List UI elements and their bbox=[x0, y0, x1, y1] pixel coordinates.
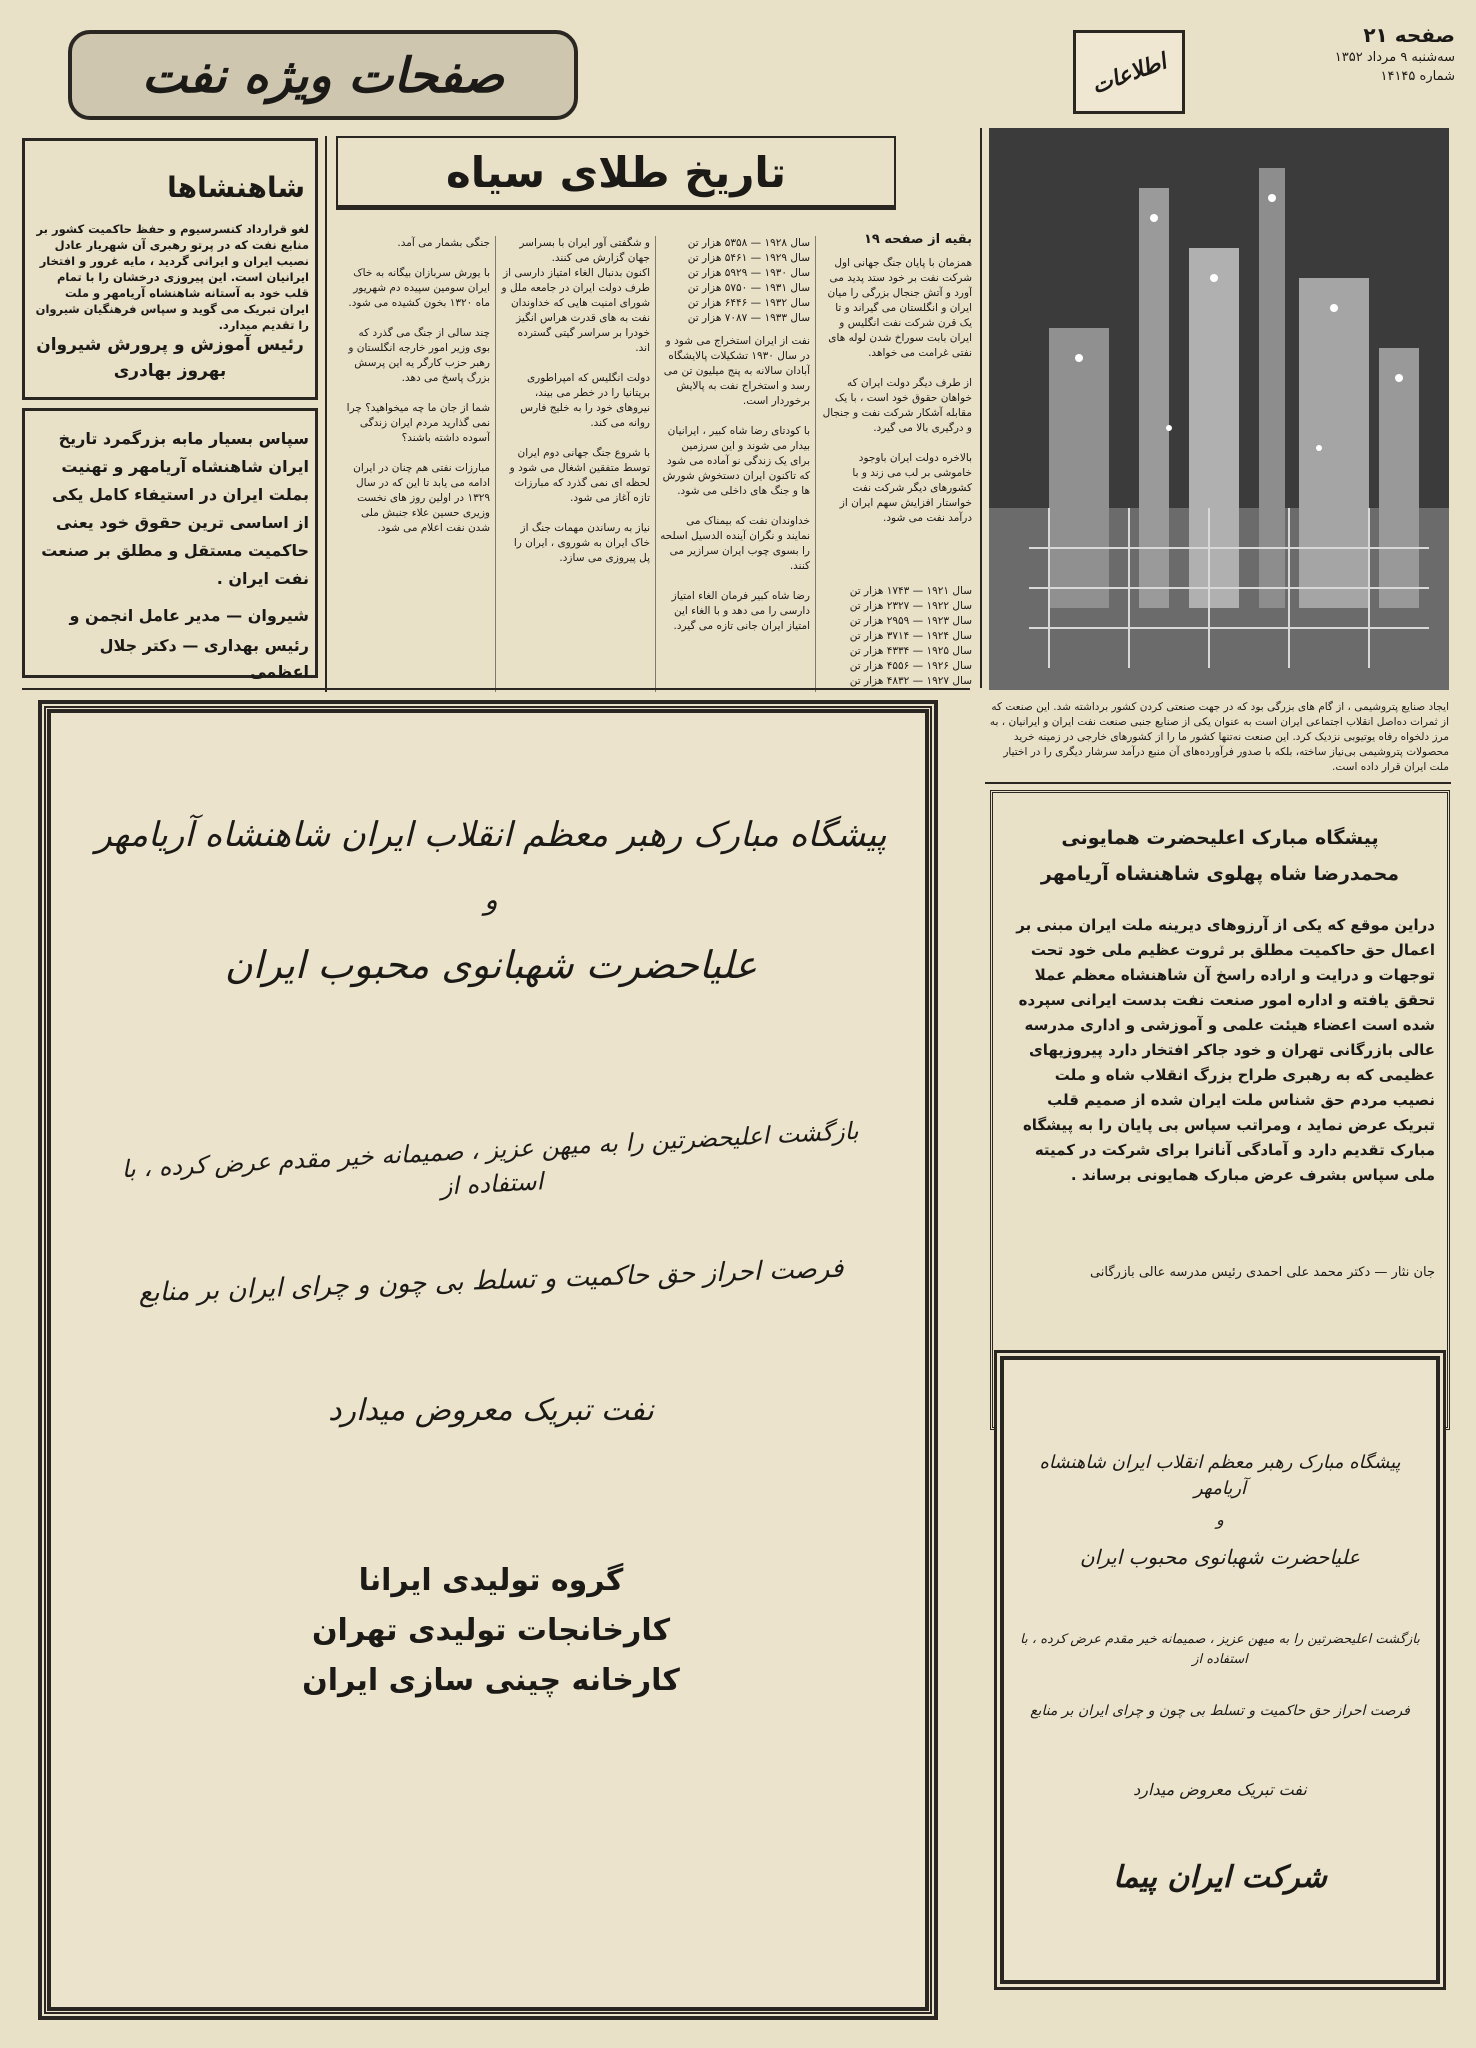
refinery-illustration bbox=[989, 128, 1449, 690]
big-ad-line-1: پیشگاه مبارک رهبر معظم انقلاب ایران شاهنشاه آریامهر bbox=[95, 815, 887, 855]
big-ad-line-2: علیاحضرت شهبانوی محبوب ایران bbox=[224, 943, 758, 987]
big-ad-company-1: گروه تولیدی ایرانا bbox=[358, 1563, 624, 1598]
small-ad-and: و bbox=[1216, 1510, 1224, 1529]
iran-peyma-ad bbox=[994, 1350, 1446, 1990]
page-number: صفحه ۲۱ bbox=[1363, 23, 1455, 47]
shahanshah-signer-name: بهروز بهادری bbox=[113, 361, 227, 381]
divider bbox=[495, 236, 496, 692]
article-column-2: نفت از ایران استخراج می شود و در سال ۱۹۳۰ تشکیلات پالایشگاه آبادان سالانه به پنج میلیون تن می رسد و استخراج نفت به پالایش برخوردار است. با کودتای رضا شاه کبیر ، ایرانیان بیدار می شوند و این سرزمین برای یک زندگی نو آماده می شود که تاکنون ایران دستخوش شورش ها و جنگ های داخلی می شود. خداوندان نفت که بیمناک می نمایند و نگران آینده الدسیل اسلحه را بسوی چوب ایران سرازیر می کنند. رضا شاه کبیر فرمان الغاء امتیاز دارسی را می دهد و با الغاء این امتیاز ایران جانی تازه می گیرد. bbox=[660, 335, 810, 632]
newspaper-logo bbox=[1073, 30, 1185, 114]
article-column-4: جنگی بشمار می آمد. با یورش سربازان بیگانه به خاک ایران سومین سپیده دم شهریور ماه ۱۳۲۰ بخون کشیده می شود. چند سالی از جنگ می گذرد که بوی وزیر امور خارجه انگلستان و رهبر حزب کارگر یه این پرسش بزرگ پاسخ می دهد. شما از جان ما چه میخواهید؟ چرا نمی گذارید مردم ایران زندگی آسوده داشته باشند؟ مبارزات نفتی هم چنان در ایران ادامه می یابد تا این که در سال ۱۳۲۹ در اولین روز های نخست وزیری حسین علاء جنبش ملی شدن نفت اعلام می شود. bbox=[346, 237, 490, 534]
logo-text: اطلاعات bbox=[1088, 48, 1170, 100]
thanks-box bbox=[22, 408, 318, 681]
article-column-1: همزمان با پایان جنگ جهانی اول شرکت نفت بر خود ستد پدید می آورد و آتش جنجال بزرگی را میان ایران و انگلستان می گیراند و تا یک قرن شرکت نفت انگلیس و ایران بابت سوراخ شدن لوله های نفتی غرامت می خواهد. از طرف دیگر دولت ایران که خواهان حقوق خود است ، با یک مقابله آشکار شرکت نفت و جنجال و درگیری بالا می گیرد. بالاخره دولت ایران باوجود خاموشی بر لب می زند و با کشورهای دیگر شرکت نفت خواستار افزایش سهم ایران از درآمد نفت می شود. bbox=[822, 257, 972, 524]
page-info bbox=[1195, 22, 1455, 86]
divider bbox=[325, 136, 327, 692]
divider bbox=[815, 236, 816, 692]
divider bbox=[655, 236, 656, 692]
article-column-1-years: سال ۱۹۲۱ — ۱۷۴۳ هزار تن سال ۱۹۲۲ — ۲۳۲۷ هزار تن سال ۱۹۲۳ — ۲۹۵۹ هزار تن سال ۱۹۲۴ — ۳۷۱۴ هزار تن سال ۱۹۲۵ — ۴۳۳۴ هزار تن سال ۱۹۲۶ — ۴۵۵۶ هزار تن سال ۱۹۲۷ — ۴۸۳۲ هزار تن bbox=[849, 585, 972, 687]
big-ad-and: و bbox=[484, 883, 498, 916]
shahanshah-box bbox=[22, 138, 318, 400]
small-ad-line-5: نفت تبریک معروض میدارد bbox=[1133, 1780, 1307, 1799]
shahanshah-body: لغو قرارداد کنسرسیوم و حفظ حاکمیت کشور بر منابع نفت که در پرتو رهبری آن شهریار عادل نصیب ایران و ایرانی گردید ، مایه غرور و افتخار ایرانیان است. این پیروزی درخشان را با تمام قلب خود به آستانه شاهنشاه آریامهر و ملت ایران تبریک می گوید و سپاس فرهنگیان شیروان را تقدیم میدارد. bbox=[35, 222, 309, 332]
shahanshah-title: شاهنشاها bbox=[167, 171, 305, 204]
thanks-signer-1: شیروان — مدیر عامل انجمن و bbox=[69, 606, 309, 625]
divider bbox=[980, 128, 982, 688]
royal-signature: جان نثار — دکتر محمد علی احمدی رئیس مدرسه عالی بازرگانی bbox=[1089, 1265, 1435, 1280]
big-ad-line-4: فرصت احراز حق حاکمیت و تسلط بی چون و چرای ایران بر منابع bbox=[138, 1253, 844, 1309]
big-ad-company-3: کارخانه چینی سازی ایران bbox=[302, 1663, 680, 1698]
big-ad-line-3: بازگشت اعلیحضرتین را به میهن عزیز ، صمیمانه خیر مقدم عرض کرده ، با استفاده از bbox=[120, 1116, 860, 1201]
issue-number: شماره ۱۴۱۴۵ bbox=[1380, 69, 1455, 84]
royal-body: دراین موقع که یکی از آرزوهای دیرینه ملت ایران مبنی بر اعمال حق حاکمیت مطلق بر ثروت عظیم ملی خود تحت توجهات و درایت و اراده راسخ آن شاهنشاه معظم عملا تحقق یافته و اداره امور صنعت نفت بدست ایرانی سپرده شده است اعضاء هیئت علمی و آموزشی و اداری مدرسه عالی بازرگانی تهران و خود جاکر افتخار دارد پیروزیهای عظیمی که به رهبری طراح بزرگ انقلاب شاه و ملت نصیب مردم حق شناس ملت ایران شده از صمیم قلب تبریک عرض نماید ، ومراتب سپاس بی پایان را به پیشگاه مبارک تقدیم دارد و آمادگی آنانرا برای شرکت در کمیته ملی سپاس بشرف عرض مبارک همایونی برساند . bbox=[1016, 916, 1435, 1184]
big-ad-line-5: نفت تبریک معروض میدارد bbox=[328, 1393, 654, 1428]
section-title-banner bbox=[68, 30, 578, 120]
royal-congratulation-box bbox=[990, 790, 1450, 1430]
article-headline: تاریخ طلای سیاه bbox=[446, 148, 786, 197]
big-ad-company-2: کارخانجات تولیدی تهران bbox=[311, 1613, 671, 1648]
photo-caption: ایجاد صنایع پتروشیمی ، از گام های بزرگی بود که در جهت صنعتی کردن کشور برداشته شد. این صنعت که از ثمرات ده‌اصل انقلاب اجتماعی ایران است به عنوان یکی از صنایع جنبی صنعت نفت ایران و ایرانیان ، به مرز دلخواه رفاه یوتیوبی نزدیک کرد. این صنعت نه‌تنها کشور ما را از کشورهای خارجی در زمینه خرید محصولات پتروشیمی بی‌نیاز ساخته، بلکه با صدور فرآورده‌های آن منبع درآمد سرشار دیگری را در اختیار ملت ایران قرار داده است. bbox=[989, 701, 1449, 773]
issue-date: سه‌شنبه ۹ مرداد ۱۳۵۲ bbox=[1334, 50, 1455, 65]
thanks-body: سپاس بسیار مابه بزرگمرد تاریخ ایران شاهنشاه آریامهر و تهنیت بملت ایران در استیفاء کامل یکی از اساسی ترین حقوق خود یعنی حاکمیت مستقل و مطلق بر صنعت نفت ایران . bbox=[41, 429, 309, 588]
small-ad-company: شرکت ایران پیما bbox=[1113, 1860, 1327, 1895]
small-ad-line-1: پیشگاه مبارک رهبر معظم انقلاب ایران شاهنشاه آریامهر bbox=[1039, 1452, 1401, 1499]
royal-title-1: پیشگاه مبارک اعلیحضرت همایونی bbox=[1061, 827, 1379, 849]
divider bbox=[22, 688, 970, 690]
small-ad-line-2: علیاحضرت شهبانوی محبوب ایران bbox=[1079, 1545, 1361, 1569]
shahanshah-signer-title: رئیس آموزش و پرورش شیروان bbox=[36, 335, 304, 355]
article-column-2-years: سال ۱۹۲۸ — ۵۳۵۸ هزار تن سال ۱۹۲۹ — ۵۴۶۱ هزار تن سال ۱۹۳۰ — ۵۹۲۹ هزار تن سال ۱۹۳۱ — ۵۷۵۰ هزار تن سال ۱۹۳۲ — ۶۴۴۶ هزار تن سال ۱۹۳۳ — ۷۰۸۷ هزار تن bbox=[687, 237, 810, 324]
small-ad-line-3: بازگشت اعلیحضرتین را به میهن عزیز ، صمیمانه خیر مقدم عرض کرده ، با استفاده از bbox=[1020, 1632, 1420, 1667]
article-headline-box bbox=[336, 136, 896, 210]
continued-note: بقیه از صفحه ۱۹ bbox=[864, 232, 972, 247]
royal-title-2: محمدرضا شاه پهلوی شاهنشاه آریامهر bbox=[1040, 863, 1400, 885]
divider bbox=[985, 782, 1451, 784]
section-title: صفحات ویژه نفت bbox=[141, 48, 505, 104]
article-column-3: و شگفتی آور ایران با بسراسر جهان گزارش می کنند. اکنون بدنبال الغاء امتیاز دارسی از طرف دولت ایران در جامعه ملل و شورای امنیت هایی که خداوندان نفت به های قدرت هراس انگیز خودرا بر سراسر گیتی گسترده اند. دولت انگلیس که امپراطوری بریتانیا را در خطر می بیند، نیروهای خود را به خلیج فارس روانه می کند. با شروع جنگ جهانی دوم ایران توسط متفقین اشغال می شود و لحظه ای نمی گذرد که مبارزات تازه آغاز می شود. نیاز به رساندن مهمات جنگ از خاک ایران به شوروی ، ایران را پل پیروزی می سازد. bbox=[501, 237, 650, 564]
big-congratulation-ad bbox=[38, 700, 938, 2020]
small-ad-line-4: فرصت احراز حق حاکمیت و تسلط بی چون و چرای ایران بر منابع bbox=[1030, 1703, 1410, 1719]
refinery-photo bbox=[989, 128, 1449, 690]
thanks-signer-2: رئیس بهداری — دکتر جلال اعظمی bbox=[99, 636, 309, 681]
